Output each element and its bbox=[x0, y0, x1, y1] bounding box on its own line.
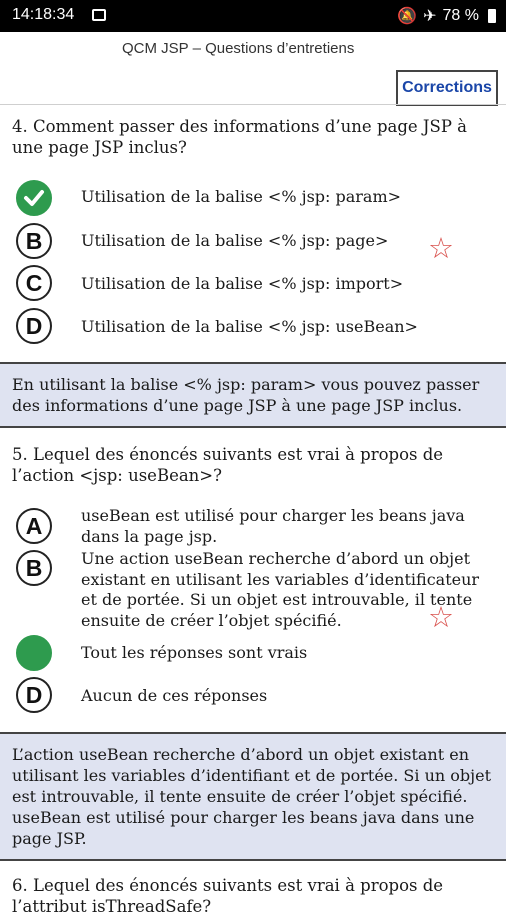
q5-option-a-badge[interactable]: A bbox=[16, 508, 52, 544]
q5-option-b-text[interactable]: Une action useBean recherche d’abord un objet existant en utilisant les variables d’identificateur et de portée. Si un objet est introuvable, il tente ensuite de créer l’objet spécifié. bbox=[81, 549, 480, 630]
q4-option-d-text[interactable]: Utilisation de la balise <% jsp: useBean> bbox=[81, 317, 418, 336]
page-title: QCM JSP – Questions d’entretiens bbox=[122, 40, 355, 57]
question-4-text: 4. Comment passer des informations d’une page JSP à une page JSP inclus? bbox=[12, 117, 468, 157]
airplane-mode-icon: ✈ bbox=[423, 8, 437, 25]
q5-option-c-text[interactable]: Tout les réponses sont vrais bbox=[81, 643, 308, 662]
app-header bbox=[0, 32, 506, 96]
q5-option-d-text[interactable]: Aucun de ces réponses bbox=[81, 686, 268, 705]
status-bar bbox=[0, 0, 506, 32]
q4-option-d-badge[interactable]: D bbox=[16, 308, 52, 344]
favorite-star-icon[interactable]: ☆ bbox=[428, 231, 454, 265]
q4-option-a-correct-icon[interactable] bbox=[16, 180, 52, 216]
corrections-button[interactable]: Corrections bbox=[396, 70, 498, 106]
q4-explanation: En utilisant la balise <% jsp: param> vous pouvez passer des informations d’une page JSP à une page JSP inclus. bbox=[0, 362, 506, 428]
check-icon bbox=[23, 187, 45, 209]
q5-explanation: L’action useBean recherche d’abord un objet existant en utilisant les variables d’identifiant et de portée. Si un objet est introuvable, il tente ensuite de créer l’objet spécifié. useBean est utilisé pour charger les beans java dans une page JSP. bbox=[0, 732, 506, 861]
q4-option-a-text[interactable]: Utilisation de la balise <% jsp: param> bbox=[81, 187, 402, 206]
question-5-text: 5. Lequel des énoncés suivants est vrai à propos de l’action <jsp: useBean>? bbox=[12, 445, 444, 485]
mute-icon: 🔕 bbox=[397, 8, 418, 25]
q4-option-b-badge[interactable]: B bbox=[16, 223, 52, 259]
image-notification-icon bbox=[92, 9, 106, 21]
q5-option-a-text[interactable]: useBean est utilisé pour charger les beans java dans la page jsp. bbox=[81, 506, 465, 546]
q5-option-b-badge[interactable]: B bbox=[16, 550, 52, 586]
header-divider bbox=[0, 104, 506, 105]
q4-option-c-text[interactable]: Utilisation de la balise <% jsp: import> bbox=[81, 274, 404, 293]
battery-icon bbox=[488, 9, 496, 23]
favorite-star-icon[interactable]: ☆ bbox=[428, 600, 454, 634]
clock: 14:18:34 bbox=[12, 6, 75, 23]
question-6-text: 6. Lequel des énoncés suivants est vrai à propos de l’attribut isThreadSafe? bbox=[12, 876, 444, 916]
battery-percent: 78 % bbox=[442, 7, 479, 24]
q4-option-b-text[interactable]: Utilisation de la balise <% jsp: page> bbox=[81, 231, 389, 250]
status-icons bbox=[397, 6, 496, 26]
q5-option-d-badge[interactable]: D bbox=[16, 677, 52, 713]
q5-option-c-correct-icon[interactable] bbox=[16, 635, 52, 671]
q4-option-c-badge[interactable]: C bbox=[16, 265, 52, 301]
